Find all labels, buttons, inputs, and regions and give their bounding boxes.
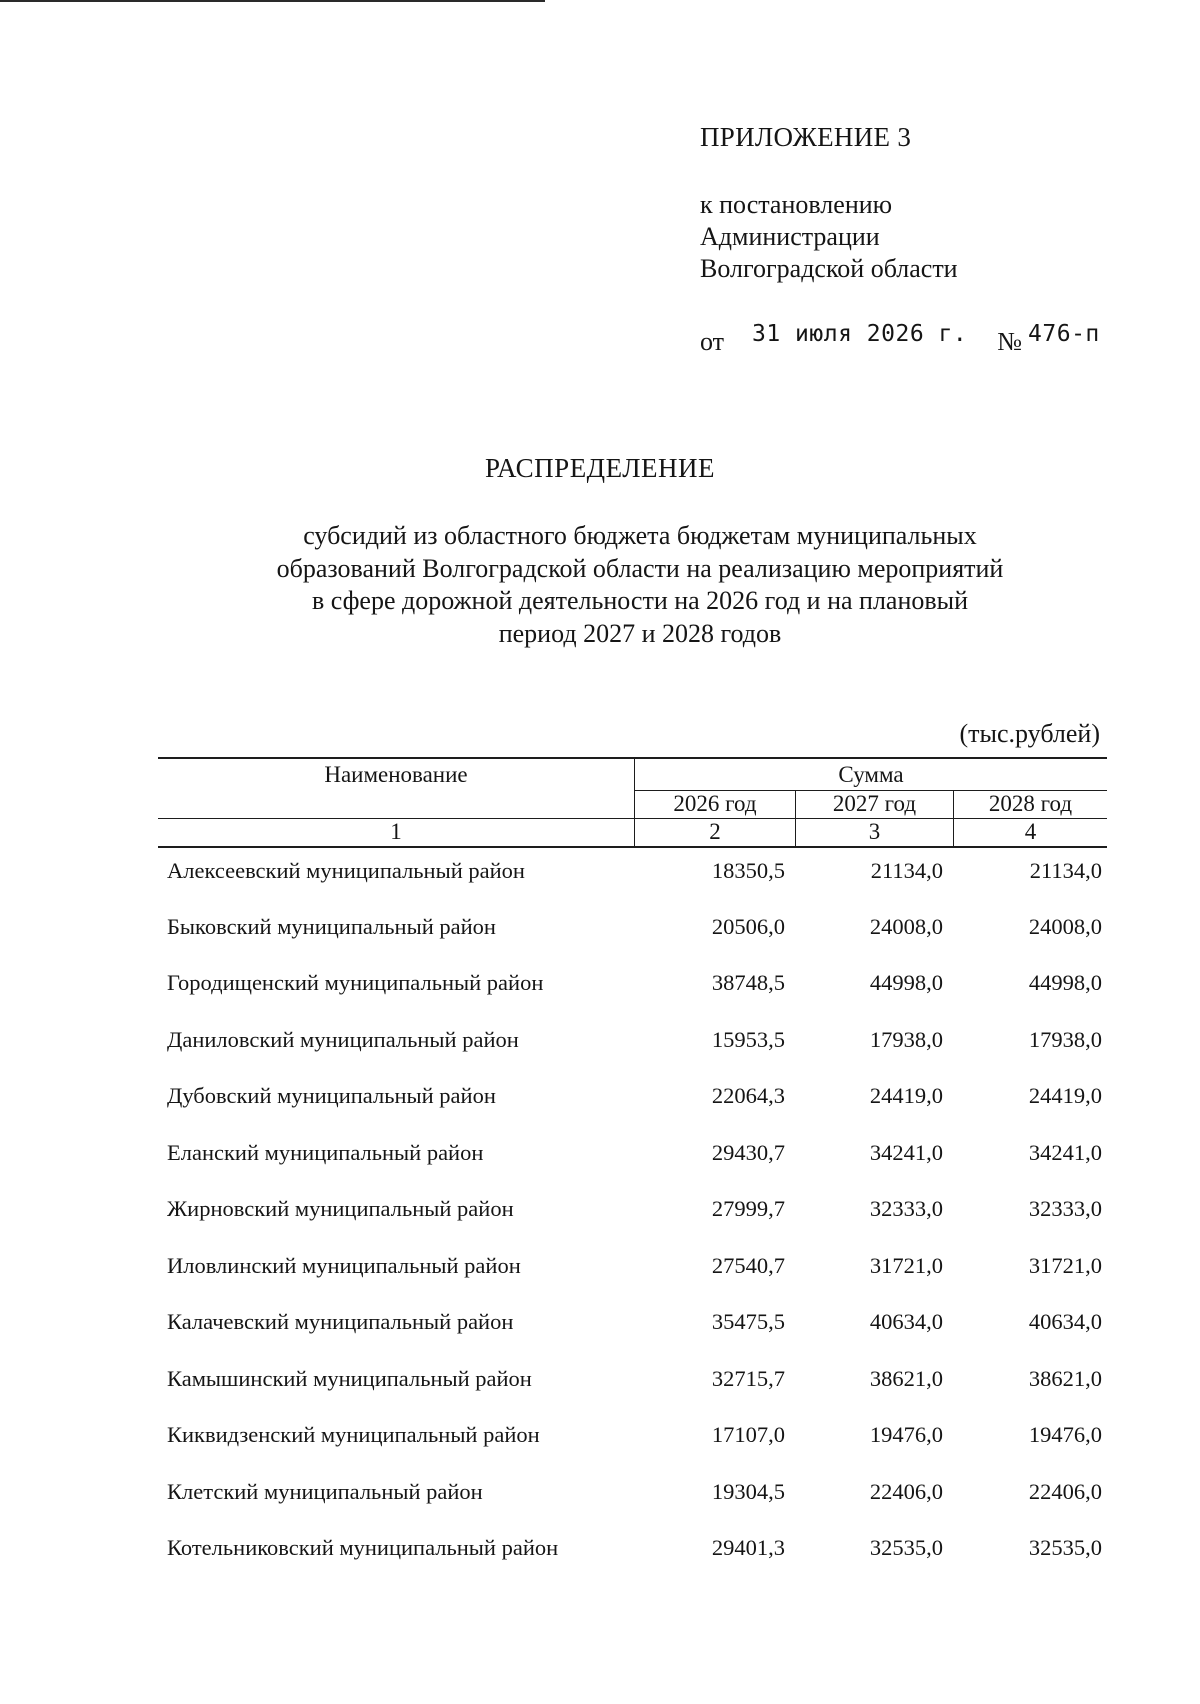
amount-2027: 32535,0: [869, 1535, 943, 1560]
amount-2028: 40634,0: [1028, 1309, 1102, 1334]
amount-2027: 24008,0: [869, 914, 943, 939]
amount-2026: 15953,5: [711, 1027, 785, 1052]
amount-2026: 18350,5: [711, 858, 785, 883]
amount-2028: 24419,0: [1028, 1083, 1102, 1108]
amount-2027: 38621,0: [869, 1366, 943, 1391]
column-number: 3: [868, 819, 881, 844]
resolution-date: 31 июля 2026 г.: [752, 321, 968, 347]
year-header-2027: 2027 год: [832, 791, 917, 816]
sum-column-header: Сумма: [838, 762, 904, 787]
resolution-date-line: [700, 318, 1100, 356]
amount-2027: 21134,0: [870, 858, 943, 883]
district-name: Еланский муниципальный район: [167, 1140, 484, 1165]
district-name: Котельниковский муниципальный район: [167, 1535, 559, 1560]
amount-2027: 31721,0: [869, 1253, 943, 1278]
appendix-reference: [700, 189, 958, 285]
table-row: [0, 914, 1200, 944]
table-row: [0, 1253, 1200, 1283]
district-name: Камышинский муниципальный район: [167, 1366, 532, 1391]
district-name: Быковский муниципальный район: [167, 914, 496, 939]
table-row: [0, 1027, 1200, 1057]
date-prefix: от: [700, 327, 725, 356]
table-row: [0, 858, 1200, 888]
amount-2027: 24419,0: [869, 1083, 943, 1108]
table-row: [0, 1309, 1200, 1339]
subtitle-line: в сфере дорожной деятельности на 2026 год и на плановый: [311, 586, 969, 615]
resolution-number: 476-п: [1028, 321, 1100, 347]
amount-2026: 38748,5: [711, 970, 785, 995]
reference-line: Волгоградской области: [700, 254, 958, 283]
district-name: Калачевский муниципальный район: [167, 1309, 514, 1334]
table-row: [0, 1140, 1200, 1170]
amount-2027: 34241,0: [869, 1140, 943, 1165]
amount-2028: 34241,0: [1028, 1140, 1102, 1165]
table-row: [0, 1422, 1200, 1452]
amount-2026: 29430,7: [711, 1140, 785, 1165]
amount-2026: 22064,3: [711, 1083, 785, 1108]
reference-line: к постановлению: [700, 190, 893, 219]
document-subtitle: [180, 520, 1100, 650]
table-row: [0, 1479, 1200, 1509]
amount-2026: 27999,7: [711, 1196, 785, 1221]
table-row: [0, 1535, 1200, 1565]
appendix-label: ПРИЛОЖЕНИЕ 3: [700, 122, 912, 152]
amount-2026: 20506,0: [711, 914, 785, 939]
table-row: [0, 1366, 1200, 1396]
amount-2026: 19304,5: [711, 1479, 785, 1504]
subtitle-line: образований Волгоградской области на реализацию мероприятий: [276, 553, 1004, 583]
amount-2028: 32535,0: [1028, 1535, 1102, 1560]
amount-2028: 17938,0: [1028, 1027, 1102, 1052]
district-name: Иловлинский муниципальный район: [167, 1253, 521, 1278]
table-row: [0, 970, 1200, 1000]
district-name: Киквидзенский муниципальный район: [167, 1422, 540, 1447]
district-name: Алексеевский муниципальный район: [167, 858, 525, 883]
district-name: Клетский муниципальный район: [167, 1479, 483, 1504]
units-label: (тыс.рублей): [959, 719, 1100, 748]
number-sign: №: [997, 327, 1023, 356]
amount-2028: 31721,0: [1028, 1253, 1102, 1278]
amount-2026: 17107,0: [711, 1422, 785, 1447]
name-column-header: Наименование: [324, 762, 468, 787]
amount-2027: 44998,0: [869, 970, 943, 995]
amount-2028: 32333,0: [1028, 1196, 1102, 1221]
amount-2028: 22406,0: [1028, 1479, 1102, 1504]
column-number: 2: [709, 819, 721, 844]
numbers-bottom-border: [158, 846, 1107, 848]
district-name: Дубовский муниципальный район: [167, 1083, 496, 1108]
district-name: Даниловский муниципальный район: [167, 1027, 519, 1052]
column-number: 4: [1024, 819, 1037, 844]
amount-2027: 32333,0: [869, 1196, 943, 1221]
district-name: Городищенский муниципальный район: [167, 970, 544, 995]
year-header-2026: 2026 год: [673, 791, 757, 816]
amount-2027: 17938,0: [869, 1027, 943, 1052]
amount-2027: 22406,0: [869, 1479, 943, 1504]
column-number: 1: [390, 819, 402, 844]
amount-2026: 35475,5: [711, 1309, 785, 1334]
subtitle-line: субсидий из областного бюджета бюджетам муниципальных: [303, 521, 977, 550]
district-name: Жирновский муниципальный район: [167, 1196, 514, 1221]
amount-2028: 38621,0: [1028, 1366, 1102, 1391]
amount-2026: 27540,7: [711, 1253, 785, 1278]
reference-line: Администрации: [700, 222, 880, 251]
amount-2028: 21134,0: [1029, 858, 1102, 883]
year-header-2028: 2028 год: [988, 791, 1073, 816]
amount-2027: 40634,0: [869, 1309, 943, 1334]
document-title: РАСПРЕДЕЛЕНИЕ: [484, 453, 716, 483]
amount-2028: 44998,0: [1028, 970, 1102, 995]
subtitle-line: период 2027 и 2028 годов: [498, 618, 782, 648]
amount-2027: 19476,0: [869, 1422, 943, 1447]
table-row: [0, 1196, 1200, 1226]
amount-2028: 19476,0: [1028, 1422, 1102, 1447]
amount-2026: 29401,3: [711, 1535, 785, 1560]
table-row: [0, 1083, 1200, 1113]
table-top-border: [158, 757, 1107, 759]
top-rule: [0, 0, 545, 2]
amount-2028: 24008,0: [1028, 914, 1102, 939]
amount-2026: 32715,7: [711, 1366, 785, 1391]
